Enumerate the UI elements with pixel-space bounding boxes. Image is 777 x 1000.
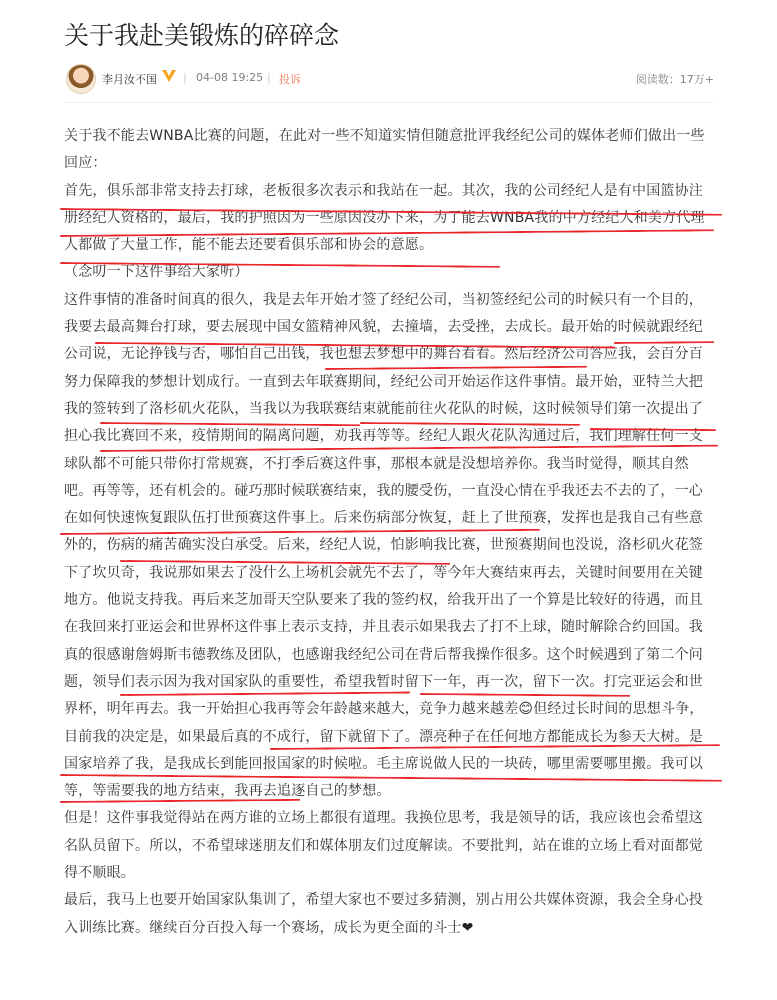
paragraph-intro: 关于我不能去WNBA比赛的问题，在此对一些不知道实情但随意批评我经纪公司的媒体老师们做出一些回应：: [64, 128, 705, 172]
article-title: 关于我赴美锻炼的碎碎念: [64, 21, 340, 50]
article-meta: [64, 62, 714, 96]
verified-badge-icon: [161, 68, 177, 84]
meta-separator: |: [267, 71, 271, 84]
author-name[interactable]: 李月汝不国: [102, 73, 157, 86]
report-link[interactable]: 投诉: [279, 73, 301, 86]
paragraph-aside: （念叨一下这件事给大家听）: [64, 264, 249, 281]
paragraph-first: 首先，俱乐部非常支持去打球，老板很多次表示和我站在一起。其次，我的公司经纪人是有中国篮协注册经纪人资格的，最后，我的护照因为一些原因没办下来，为了能去WNBA我的中方经纪人和美方代理人都做了大量工作，能不能去还要看俱乐部和协会的意愿。: [64, 182, 705, 254]
paragraph-final: [64, 887, 714, 942]
paragraph-final-text: 最后，我马上也要开始国家队集训了，希望大家也不要过多猜测，别占用公共媒体资源，我会全身心投入训练比赛。继续百分百投入每一个赛场，成长为更全面的斗士: [64, 892, 703, 936]
avatar[interactable]: [66, 64, 96, 94]
paragraph-story: 这件事情的准备时间真的很久，我是去年开始才签了经纪公司，当初签经纪公司的时候只有一个目的，我要去最高舞台打球，要去展现中国女篮精神风貌，去撞墙，去受挫，去成长。最开始的时候就跟经纪公司说，无论挣钱与否，哪怕自己出钱，我也想去梦想中的舞台看看。然后经济公司答应我，会百分百努力保障我的梦想计划成行。一直到去年联赛期间，经纪公司开始运作这件事情。最开始，亚特兰大把我的签转到了洛杉矶火花队，当我以为我联赛结束就能前往火花队的时候，这时候领导们第一次提出了担心我比赛回不来，疫情期间的隔离问题，劝我再等等。经纪人跟火花队沟通过后，我们理解任何一支球队都不可能只带你打常规赛，不打季后赛这件事，那根本就是没想培养你。我当时觉得，顺其自然吧。再等等，还有机会的。碰巧那时候联赛结束，我的腰受伤，一直没心情在乎我还去不去的了，一心在如何快速恢复跟队伍打世预赛这件事上。后来伤病部分恢复，赶上了世预赛，发挥也是我自己有些意外的，伤病的痛苦确实没白承受。后来，经纪人说，怕影响我比赛，世预赛期间也没说，洛杉矶火花签下了坎贝奇，我说那如果去了没什么上场机会就先不去了，等今年大赛结束再去，关键时间要用在关键地方。他说支持我。再后来芝加哥天空队要来了我的签约权，给我开出了一个算是比较好的待遇，而且在我回来打亚运会和世界杯这件事上表示支持，并且表示如果我去了打不上球，随时解除合约回国。我真的很感谢詹姆斯韦德教练及团队，也感谢我经纪公司在背后帮我操作很多。这个时候遇到了第二个问题，领导们表示因为我对国家队的重要性，希望我暂时留下一年，再一次，留下一次。打完亚运会和世界杯，明年再去。我一开始担心我再等会年龄越来越大，竞争力越来越差😊但经过长时间的思想斗争，目前我的决定是，如果最后真的不成行，留下就留下了。漂亮种子在任何地方都能成长为参天大树。是国家培养了我，是我成长到能回报国家的时候啦。毛主席说做人民的一块砖，哪里需要哪里搬。我可以等，等需要我的地方结束，我再去追逐自己的梦想。: [64, 291, 704, 800]
heart-icon: ❤: [461, 919, 474, 936]
meta-separator: |: [183, 71, 187, 84]
meta-divider: [64, 102, 714, 103]
post-time: 04-08 19:25: [196, 71, 264, 84]
paragraph-however: 但是！这件事我觉得站在两方谁的立场上都很有道理。我换位思考，我是领导的话，我应该也会希望这名队员留下。所以，不希望球迷朋友们和媒体朋友们过度解读。不要批判，站在谁的立场上看对面都觉得不顺眼。: [64, 810, 703, 882]
read-count: 阅读数：17万+: [635, 73, 714, 86]
